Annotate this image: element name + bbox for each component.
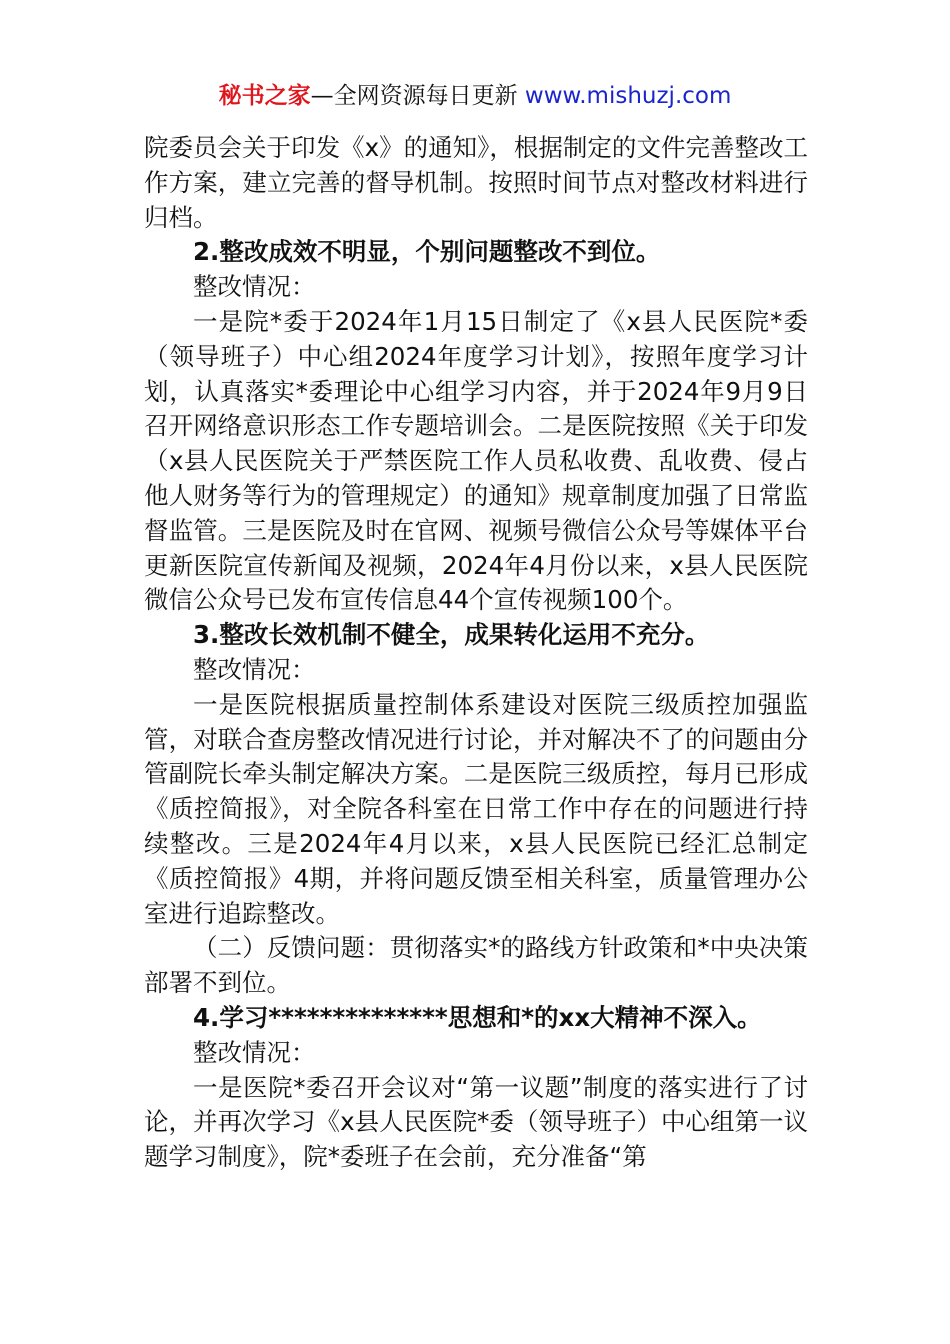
brand-name: 秘书之家 xyxy=(218,83,311,109)
section-heading-2: 2.整改成效不明显，个别问题整改不到位。 xyxy=(193,237,661,267)
paragraph: 一是医院*委召开会议对“第一议题”制度的落实进行了讨论，并再次学习《x县人民医院*委（领导班子）中心组第一议题学习制度》，院*委班子在会前，充分准备“第 xyxy=(144,1072,808,1172)
subsection-title: （二）反馈问题：贯彻落实*的路线方针政策和*中央决策部署不到位。 xyxy=(144,933,808,998)
section-heading-3: 3.整改长效机制不健全，成果转化运用不充分。 xyxy=(193,620,710,650)
rectification-label: 整改情况： xyxy=(193,654,316,684)
site-url-link[interactable]: www.mishuzj.com xyxy=(524,83,732,109)
document-body xyxy=(144,131,808,1175)
banner-tagline: —全网资源每日更新 xyxy=(310,83,525,109)
site-banner xyxy=(0,80,950,112)
rectification-label: 整改情况： xyxy=(193,1037,316,1067)
rectification-label: 整改情况： xyxy=(193,272,316,302)
paragraph-continuation: 院委员会关于印发《x》的通知》，根据制定的文件完善整改工作方案，建立完善的督导机制。按照时间节点对整改材料进行归档。 xyxy=(144,133,808,232)
section-heading-4: 4.学习**************思想和*的xx大精神不深入。 xyxy=(193,1002,762,1032)
paragraph: 一是医院根据质量控制体系建设对医院三级质控加强监管，对联合查房整改情况进行讨论，并对解决不了的问题由分管副院长牵头制定解决方案。二是医院三级质控，每月已形成《质控简报》，对全院各科室在日常工作中存在的问题进行持续整改。三是2024年4月以来，x县人民医院已经汇总制定《质控简报》4期，并将问题反馈至相关科室，质量管理办公室进行追踪整改。 xyxy=(144,689,808,928)
paragraph: 一是院*委于2024年1月15日制定了《x县人民医院*委（领导班子）中心组2024年度学习计划》，按照年度学习计划，认真落实*委理论中心组学习内容，并于2024年9月9日召开网络意识形态工作专题培训会。二是医院按照《关于印发（x县人民医院关于严禁医院工作人员私收费、乱收费、侵占他人财务等行为的管理规定）的通知》规章制度加强了日常监督监管。三是医院及时在官网、视频号微信公众号等媒体平台更新医院宣传新闻及视频，2024年4月份以来，x县人民医院微信公众号已发布宣传信息44个宣传视频100个。 xyxy=(144,306,808,615)
